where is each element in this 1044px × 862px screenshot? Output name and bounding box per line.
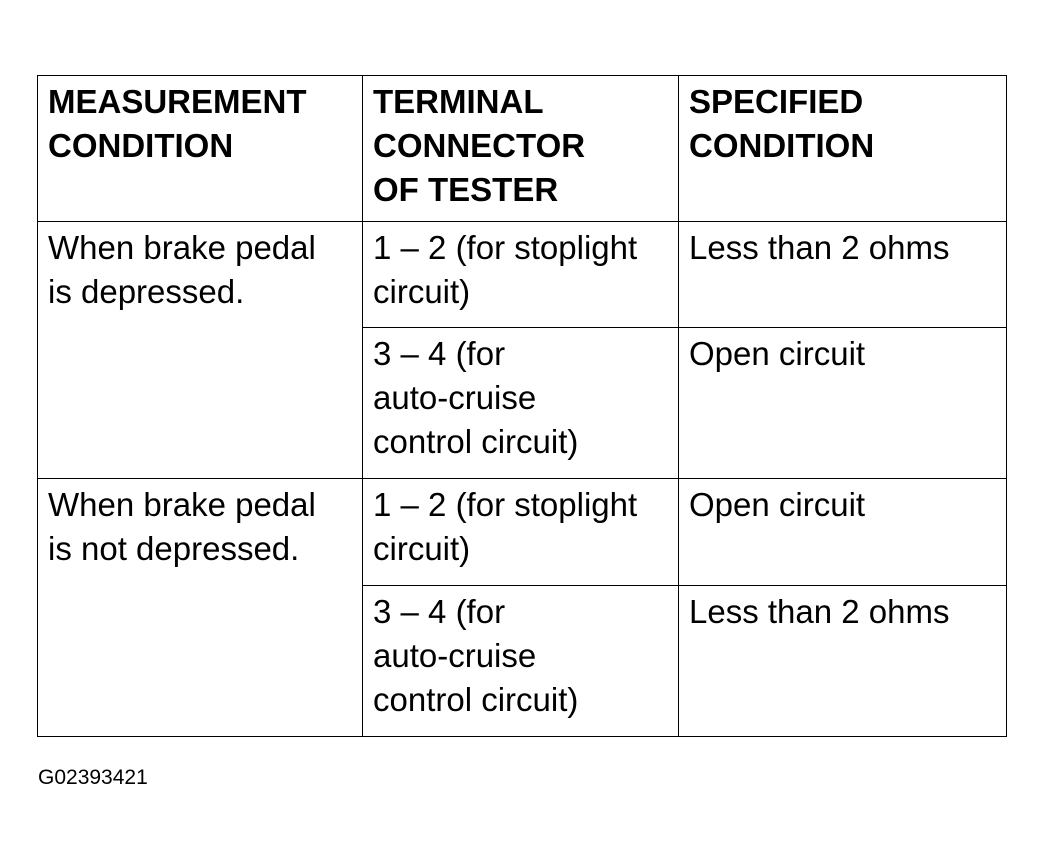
terminal-cell: 3 – 4 (for auto-cruise control circuit) <box>363 328 679 479</box>
condition-cell-depressed: When brake pedal is depressed. <box>38 222 363 479</box>
terminal-cell: 3 – 4 (for auto-cruise control circuit) <box>363 586 679 737</box>
table-header-row <box>38 76 1007 222</box>
specified-cell: Less than 2 ohms <box>679 586 1007 737</box>
figure-id-caption: G02393421 <box>38 766 148 789</box>
specification-table <box>37 75 1007 737</box>
header-specified-condition: SPECIFIED CONDITION <box>679 76 1007 222</box>
terminal-cell: 1 – 2 (for stoplight circuit) <box>363 479 679 586</box>
condition-cell-not-depressed: When brake pedal is not depressed. <box>38 479 363 737</box>
table-row <box>38 222 1007 328</box>
table-row <box>38 479 1007 586</box>
terminal-cell: 1 – 2 (for stoplight circuit) <box>363 222 679 328</box>
specified-cell: Open circuit <box>679 479 1007 586</box>
header-terminal-connector: TERMINAL CONNECTOR OF TESTER <box>363 76 679 222</box>
specified-cell: Less than 2 ohms <box>679 222 1007 328</box>
header-measurement-condition: MEASUREMENT CONDITION <box>38 76 363 222</box>
specified-cell: Open circuit <box>679 328 1007 479</box>
